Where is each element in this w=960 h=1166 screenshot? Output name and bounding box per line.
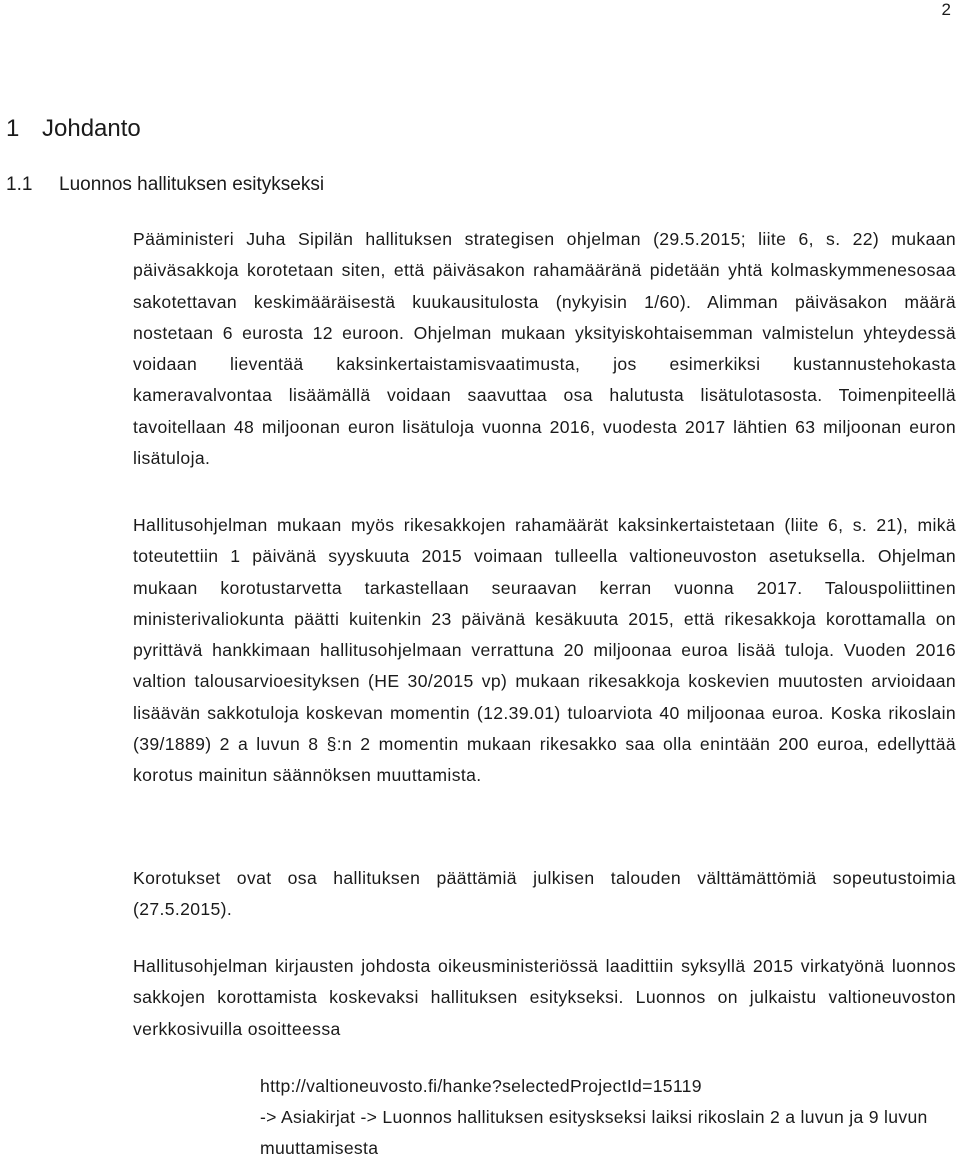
paragraph-draft-published: Hallitusohjelman kirjausten johdosta oikeusministeriössä laadittiin syksyllä 2015 virkatyönä luonnos sakkojen korottamista koskevaksi hallituksen esitykseksi. Luonnos on julkaistu valtioneuvoston verkkosivuilla osoitteessa <box>133 956 956 1039</box>
section-heading <box>6 172 324 198</box>
page-number: 2 <box>941 0 951 19</box>
paragraph-adjustments: Korotukset ovat osa hallituksen päättämiä julkisen talouden välttämättömiä sopeutustoimia (27.5.2015). <box>133 868 956 920</box>
project-url-link[interactable]: http://valtioneuvosto.fi/hanke?selectedProjectId=15119 <box>260 1076 702 1096</box>
paragraph-fixed-fines: Hallitusohjelman mukaan myös rikesakkojen rahamäärät kaksinkertaistetaan (liite 6, s. 21), mikä toteutettiin 1 päivänä syyskuuta 2015 voimaan tulleella valtioneuvoston asetuksella. Ohjelman mukaan korotustarvetta tarkastellaan seuraavan kerran vuonna 2017. Talouspoliittinen ministerivaliokunta päätti kuitenkin 23 päivänä kesäkuuta 2015, että rikesakkoja korottamalla on pyrittävä hankkimaan hallitusohjelmaan verrattuna 20 miljoonaa euroa lisää tuloja. Vuoden 2016 valtion talousarvioesityksen (HE 30/2015 vp) mukaan rikesakkoja koskevien muutosten arvioidaan lisäävän sakkotuloja koskevan momentin (12.39.01) tuloarviota 40 miljoonaa euroa. Koska rikoslain (39/1889) 2 a luvun 8 §:n 2 momentin mukaan rikesakko saa olla enintään 200 euroa, edellyttää korotus mainitun säännöksen muuttamista. <box>133 515 956 786</box>
chapter-number: 1 <box>6 115 20 142</box>
chapter-heading <box>6 114 141 144</box>
document-path: -> Asiakirjat -> Luonnos hallituksen esityskseksi laiksi rikoslain 2 a luvun ja 9 luvun muuttamisesta <box>260 1107 928 1158</box>
section-number: 1.1 <box>6 174 33 195</box>
section-title: Luonnos hallituksen esitykseksi <box>59 174 325 195</box>
chapter-title: Johdanto <box>42 115 141 142</box>
paragraph-strategy: Pääministeri Juha Sipilän hallituksen strategisen ohjelman (29.5.2015; liite 6, s. 22) mukaan päiväsakkoja korotetaan siten, että päiväsakon rahamääränä pidetään yhtä kolmaskymmenesosaa sakotettavan keskimääräisestä kuukausitulosta (nykyisin 1/60). Alimman päiväsakon määrä nostetaan 6 eurosta 12 euroon. Ohjelman mukaan yksityiskohtaisemman valmistelun yhteydessä voidaan lieventää kaksinkertaistamisvaatimusta, jos esimerkiksi kustannustehokasta kameravalvontaa lisäämällä voidaan saavuttaa osa halutusta lisätulotasosta. Toimenpiteellä tavoitellaan 48 miljoonan euron lisätuloja vuonna 2016, vuodesta 2017 lähtien 63 miljoonan euron lisätuloja. <box>133 229 956 469</box>
